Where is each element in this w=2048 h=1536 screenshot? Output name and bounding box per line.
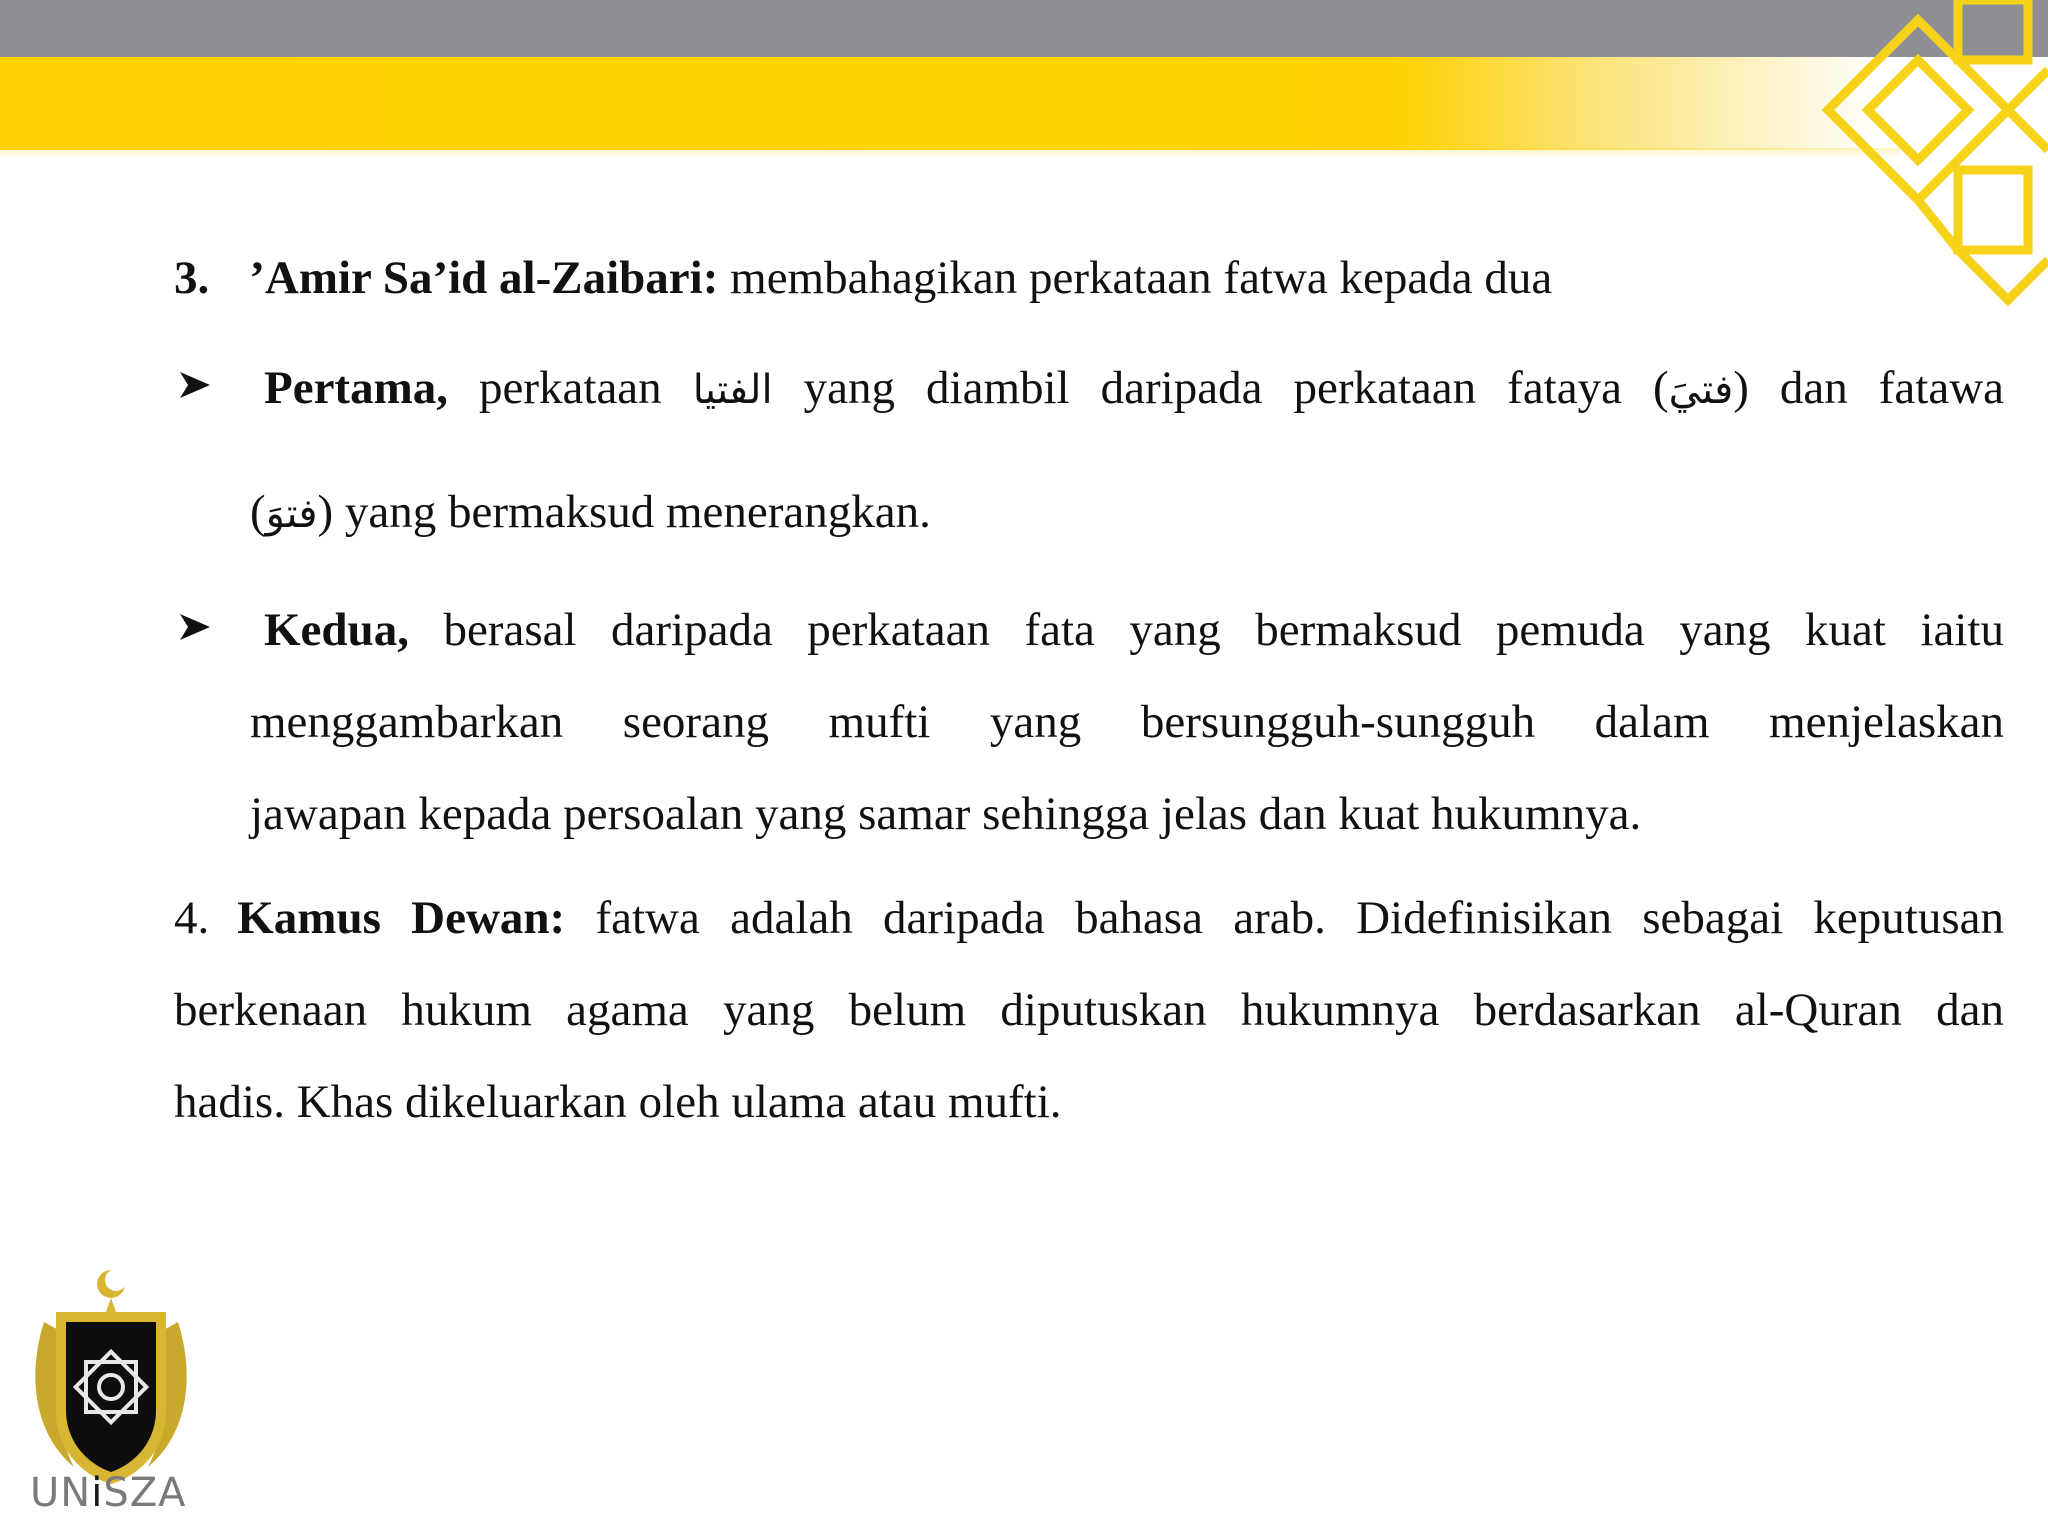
bullet-2-label: Kedua, xyxy=(264,604,409,656)
bullet-1-text-c: ) dan fatawa xyxy=(1733,362,2005,414)
bullet-2-line-1 xyxy=(264,584,2004,676)
bullet-2-line-2 xyxy=(250,676,2004,768)
unisza-wordmark: UNiSZA xyxy=(30,1470,187,1516)
bullet-2-text-1: berasal daripada perkataan fata yang bermaksud pemuda yang kuat iaitu xyxy=(408,604,2004,656)
item-4-text-3: hadis. Khas dikeluarkan oleh ulama atau mufti. xyxy=(174,1076,1062,1128)
item-4-label: Kamus Dewan: xyxy=(237,892,566,944)
arabic-word-alfutya: الفتيا xyxy=(692,367,773,413)
item-3-line xyxy=(174,232,1552,324)
item-4-text-1: fatwa adalah daripada bahasa arab. Didefinisikan sebagai keputusan xyxy=(565,892,2004,944)
bullet-1-line-2-text: ) yang bermaksud menerangkan. xyxy=(317,486,931,538)
bullet-1-text-a: perkataan xyxy=(447,362,693,414)
bullet-2-text-3: jawapan kepada persoalan yang samar sehingga jelas dan kuat hukumnya. xyxy=(250,788,1642,840)
arrow-bullet-icon xyxy=(178,610,212,644)
item-4-line-2 xyxy=(174,964,2004,1056)
header-yellow-band xyxy=(0,57,2048,150)
bullet-2-line-3 xyxy=(250,768,1641,860)
bullet-1-text-b: yang diambil daripada perkataan fataya ( xyxy=(772,362,1669,414)
geometric-ornament-icon xyxy=(1808,0,2048,310)
item-4-text-2: berkenaan hukum agama yang belum diputuskan hukumnya berdasarkan al-Quran dan xyxy=(174,984,2004,1036)
arabic-word-fataya: فتيَ xyxy=(1668,367,1734,413)
arrow-bullet-icon xyxy=(178,368,212,402)
item-4-line-1 xyxy=(174,872,2004,964)
bullet-1-line-2 xyxy=(250,466,931,560)
item-4-line-3 xyxy=(174,1056,1062,1148)
bullet-1-line-1 xyxy=(264,342,2004,436)
bullet-1-label: Pertama, xyxy=(264,362,448,414)
item-4-number: 4. xyxy=(174,892,210,944)
arabic-word-fatawa: فتوَ xyxy=(265,491,318,537)
item-3-number: 3. xyxy=(174,252,210,304)
header-yellow-shadow xyxy=(0,148,1900,158)
item-3-text: membahagikan perkataan fatwa kepada dua xyxy=(718,252,1553,304)
bullet-1-open-paren: ( xyxy=(250,486,266,538)
header-grey-band xyxy=(0,0,2048,57)
bullet-2-text-2: menggambarkan seorang mufti yang bersungguh-sungguh dalam menjelaskan xyxy=(250,696,2004,748)
item-3-author: ’Amir Sa’id al-Zaibari: xyxy=(249,252,719,304)
